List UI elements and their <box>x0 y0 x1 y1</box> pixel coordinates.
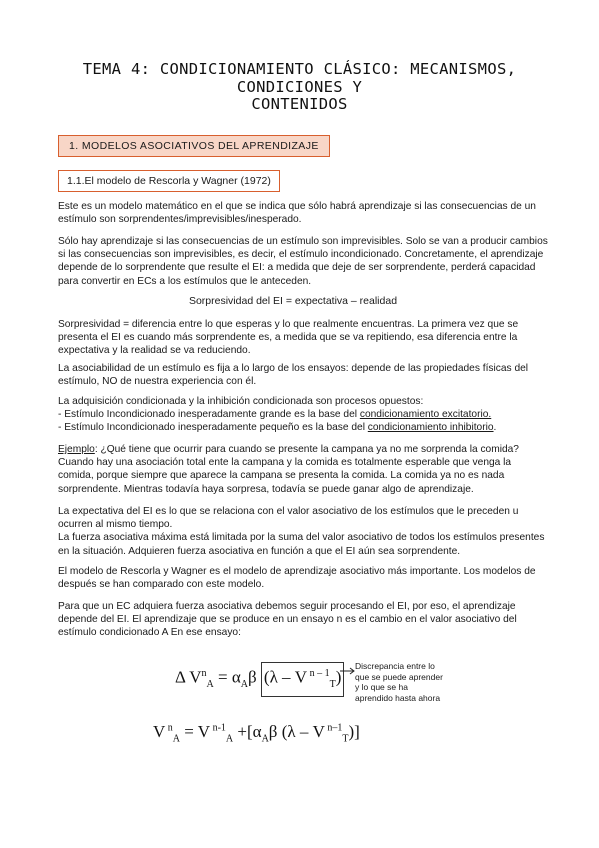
text-line: Sólo hay aprendizaje si las consecuencias de un estímulo son imprevisibles. Solo se van a producir cambios <box>58 236 548 247</box>
text-line <box>58 443 528 456</box>
eq2-mid-sup: n-1 <box>210 722 226 734</box>
eq1-lhs-sup: n <box>201 668 207 679</box>
text-line: en la situación. Adquieren fuerza asociativa en función a que el EI aún sea sorprendente. <box>58 545 461 557</box>
text-line: depende de lo sorprendente que resulte el EI: a medida que deje de ser sorprendente, perderá capacidad <box>58 262 536 274</box>
paragraph-7 <box>58 505 545 558</box>
paragraph-8 <box>58 565 536 591</box>
text-line: El modelo de Rescorla y Wagner es el modelo de aprendizaje asociativo más importante. Los modelos de <box>58 566 536 577</box>
excitatory-term: condicionamiento excitatorio. <box>359 409 492 421</box>
eq2-lhs: V <box>153 722 166 741</box>
eq1-lhs-sub: A <box>206 679 214 691</box>
note-line: y lo que se ha <box>355 682 408 692</box>
text-line: expectativa y la realidad se va reduciendo. <box>58 345 251 357</box>
title-line-2: CONTENIDOS <box>251 95 348 113</box>
eq1-equals: = α <box>213 667 241 687</box>
eq2-last-sup: n–1 <box>324 722 343 734</box>
section-heading: 1. MODELOS ASOCIATIVOS DEL APRENDIZAJE <box>58 135 330 157</box>
text-line: Cuando hay una asociación total ente la campana y la comida es totalmente esperable que venga la <box>58 457 512 469</box>
text-line: si las consecuencias son imprevisibles, es decir, el estímulo incondicionado. Concretamente, el aprendizaje <box>58 249 544 261</box>
eq1-alpha-sub: A <box>240 679 248 691</box>
text-line: La fuerza asociativa máxima está limitada por la suma del valor asociativo de todos los estímulos presentes <box>58 532 545 544</box>
note-line: aprendido hasta ahora <box>355 692 441 703</box>
eq2-close: )] <box>348 722 360 741</box>
list-item-text: - Estímulo Incondicionado inesperadamente pequeño es la base del <box>58 422 368 434</box>
text-line: La expectativa del EI es lo que se relaciona con el valor asociativo de los estímulos que le preceden u <box>58 506 519 517</box>
text-line: estímulo son sorprendentes/imprevisibles/inesperado. <box>58 214 302 226</box>
list-item-end: . <box>493 422 497 434</box>
note-line: que se puede aprender <box>355 671 443 682</box>
text-line: La adquisición condicionada y la inhibición condicionada son procesos opuestos: <box>58 396 424 407</box>
eq1-box-sup: n – 1 <box>307 668 330 679</box>
list-item <box>58 408 528 421</box>
eq2-lhs-sup: n <box>165 722 173 734</box>
list-item <box>58 421 528 434</box>
eq2-mid-sub: A <box>225 733 234 745</box>
eq2-beta: β (λ – V <box>268 722 325 741</box>
text-line: estímulo, NO de nuestra experiencia con él. <box>58 376 257 388</box>
eq2-lhs-sub: A <box>172 733 181 745</box>
text-line: ocurren al mismo tiempo. <box>58 519 173 531</box>
eq1-box-open: (λ – V <box>263 667 308 687</box>
text-line: Sorpresividad = diferencia entre lo que esperas y lo que realmente encuentras. La primera vez que se <box>58 319 519 330</box>
subsection-heading: 1.1.El modelo de Rescorla y Wagner (1972) <box>58 170 280 192</box>
paragraph-9 <box>58 600 528 640</box>
rescorla-wagner-delta-equation <box>175 662 344 697</box>
text-line: después se han comparado con este modelo. <box>58 579 265 591</box>
paragraph-5 <box>58 395 528 435</box>
text-line: Este es un modelo matemático en el que se indica que sólo habrá aprendizaje si las consecuencias de un <box>58 201 536 212</box>
paragraph-4 <box>58 362 528 388</box>
eq2-last-sub: T <box>342 733 349 745</box>
text-line: Para que un EC adquiera fuerza asociativa debemos seguir procesando el EI, por eso, el aprendizaje <box>58 601 516 612</box>
example-question: : ¿Qué tiene que ocurrir para cuando se presente la campana ya no me sorprenda la comida? <box>94 444 519 455</box>
paragraph-1 <box>58 200 536 226</box>
eq1-box-sub: T <box>329 679 336 691</box>
title-line-1: TEMA 4: CONDICIONAMIENTO CLÁSICO: MECANISMOS, CONDICIONES Y <box>82 60 517 96</box>
inhibitory-term: condicionamiento inhibitorio <box>367 422 494 434</box>
text-line: depende del EI. El aprendizaje que se produce en un ensayo n es el cambio en el valor asociativo del <box>58 614 517 626</box>
text-line: para convertir en ECs a los estímulos que le anteceden. <box>58 275 312 287</box>
text-line: presenta el EI es cuando más sorprendente es, a medida que se va repitiendo, esa diferencia entre la <box>58 332 518 344</box>
paragraph-2 <box>58 235 548 288</box>
discrepancy-box <box>261 662 344 697</box>
surprise-formula: Sorpresividad del EI = expectativa – realidad <box>188 295 398 307</box>
eq1-lhs: Δ V <box>175 667 202 687</box>
eq1-beta: β <box>248 667 261 687</box>
eq1-box-close: ) <box>335 667 342 687</box>
paragraph-3 <box>58 318 528 358</box>
note-line: Discrepancia entre lo <box>355 661 435 671</box>
text-line: comida, porque siempre que aparece la campana se presenta la comida. La comida ya no es nada <box>58 470 505 482</box>
eq2-open: +[α <box>233 722 262 741</box>
text-line: La asociabilidad de un estímulo es fija a lo largo de los ensayos: depende de las propiedades físicas del <box>58 363 529 374</box>
list-item-text: - Estímulo Incondicionado inesperadamente grande es la base del <box>58 409 360 421</box>
paragraph-example <box>58 443 528 496</box>
text-line: sorprendente. Mientras todavía haya sorpresa, todavía se puede ganar algo de aprendizaje. <box>58 483 474 495</box>
text-line: estímulo condicionado A En ese ensayo: <box>58 627 241 639</box>
example-label: Ejemplo <box>58 444 95 455</box>
eq2-alpha-sub: A <box>261 733 269 745</box>
eq2-mid: = V <box>180 722 211 741</box>
rescorla-wagner-update-equation <box>153 722 360 744</box>
discrepancy-note <box>355 661 443 703</box>
